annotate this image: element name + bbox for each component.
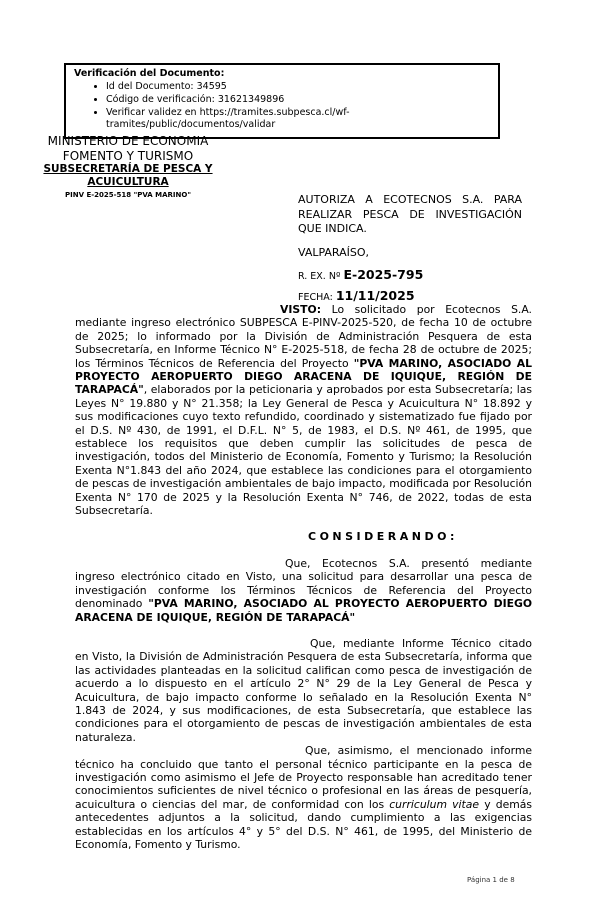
resolution-title-block	[298, 193, 522, 303]
date-line	[298, 288, 522, 303]
verification-item-code: • Código de verificación: 31621349896	[106, 94, 492, 107]
visto-label: VISTO:	[280, 303, 322, 316]
visto-text-1: Lo solicitado por Ecotecnos S.A. mediante ingreso electrónico SUBPESCA E-PINV-2025-520, de fecha 10 de octubre de 2025; lo informado por la División de Administración Pesquera de esta Subsecretaría, en Informe Técnico N° E-2025-518, de fecha 28 de octubre de 2025; los Términos Técnicos de Referencia del Proyecto	[75, 303, 532, 370]
curriculum-vitae-italic: curriculum vitae	[389, 797, 480, 811]
ministry-name-line1: MINISTERIO DE ECONOMIA	[47, 134, 209, 148]
date-label: FECHA:	[298, 291, 333, 303]
city-line: VALPARAÍSO,	[298, 245, 370, 259]
document-body	[75, 303, 532, 851]
subsecretaria-line1: SUBSECRETARÍA DE PESCA Y	[43, 163, 213, 175]
verification-item-document-id: • Id del Documento: 34595	[106, 81, 492, 94]
considerando-paragraph-2: Que, mediante Informe Técnico citado en Visto, la División de Administración Pesquera de esta Subsecretaría, informa que las actividades planteadas en la solicitud califican como pesca de investigación de acuerdo a lo dispuesto en el artículo 2° N° 29 de la Ley General de Pesca y Acuicultura, de bajo impacto conforme lo señalado en la Resolución Exenta N° 1.843 de 2024, y sus modificaciones, de esta Subsecretaría, que establece las condiciones para el otorgamiento de pescas de investigación ambientales de esta naturaleza.	[75, 636, 532, 744]
ministry-name-line2: FOMENTO Y TURISMO	[62, 148, 194, 163]
verification-item-url: • Verificar validez en https://tramites.subpesca.cl/wf-tramites/public/documentos/validar	[106, 107, 492, 133]
subsecretaria-line2: ACUICULTURA	[87, 176, 169, 188]
date-value: 11/11/2025	[335, 287, 415, 303]
verification-title: Verificación del Documento:	[74, 68, 225, 79]
considerando-1-project-title: "PVA MARINO, ASOCIADO AL PROYECTO AEROPUERTO DIEGO ARACENA DE IQUIQUE, REGIÓN DE TARAPACÁ"	[75, 597, 533, 624]
resolution-number-line	[298, 267, 522, 282]
considerando-paragraph-3	[75, 744, 532, 851]
considerando-3-text-1: Que, asimismo, el mencionado informe técnico ha concluido que tanto el personal técnico participante en la pesca de investigación como asimismo el Jefe de Proyecto responsable han acreditado tener conocimientos suficientes de nivel técnico o profesional en las áreas de pesquería, acuicultura o ciencias del mar, de conformidad con los	[75, 744, 532, 811]
considerando-paragraph-1	[75, 557, 532, 624]
verification-list	[74, 81, 492, 132]
verification-box	[64, 63, 500, 139]
considerando-heading: CONSIDERANDO:	[308, 529, 458, 543]
considerando-1-text: Que, Ecotecnos S.A. presentó mediante ingreso electrónico citado en Visto, una solicitud para desarrollar una pesca de investigación conforme los Términos Técnicos de Referencia del Proyecto denominado	[75, 556, 532, 611]
considerando-3-text-2: y demás antecedentes adjuntos a la solicitud, dando cumplimiento a las exigencias establecidas en los artículos 4° y 5° del D.S. N° 461, de 1995, del Ministerio de Economía, Fomento y Turismo.	[75, 797, 532, 852]
page-number: Página 1 de 8	[467, 876, 515, 884]
resolution-label: R. EX. Nº	[298, 270, 341, 282]
visto-text-2: , elaborados por la peticionaria y aprobados por esta Subsecretaría; las Leyes N° 19.880 y N° 21.358; la Ley General de Pesca y Acuicultura N° 18.892 y sus modificaciones cuyo texto refundido, coordinado y sistematizado fue fijado por el D.S. Nº 430, de 1991, el D.F.L. N° 5, de 1983, el D.S. Nº 461, de 1995, que establece los requisitos que deben cumplir las solicitudes de pesca de investigación, todos del Ministerio de Economía, Fomento y Turismo; la Resolución Exenta N°1.843 del año 2024, que establece las condiciones para el otorgamiento de pescas de investigación ambientales de bajo impacto, modificada por Resolución Exenta N° 170 de 2025 y la Resolución Exenta N° 746, de 2022, todas de esta Subsecretaría.	[75, 383, 532, 518]
resolution-subject: AUTORIZA A ECOTECNOS S.A. PARA REALIZAR PESCA DE INVESTIGACIÓN QUE INDICA.	[298, 193, 522, 235]
resolution-number: E-2025-795	[343, 266, 424, 282]
visto-paragraph	[75, 303, 532, 518]
organization-header	[22, 134, 234, 199]
visto-project-title: "PVA MARINO, ASOCIADO AL PROYECTO AEROPUERTO DIEGO ARACENA DE IQUIQUE, REGIÓN DE TARAPACÁ"	[75, 356, 532, 397]
project-reference: PINV E-2025-518 "PVA MARINO"	[65, 191, 191, 199]
